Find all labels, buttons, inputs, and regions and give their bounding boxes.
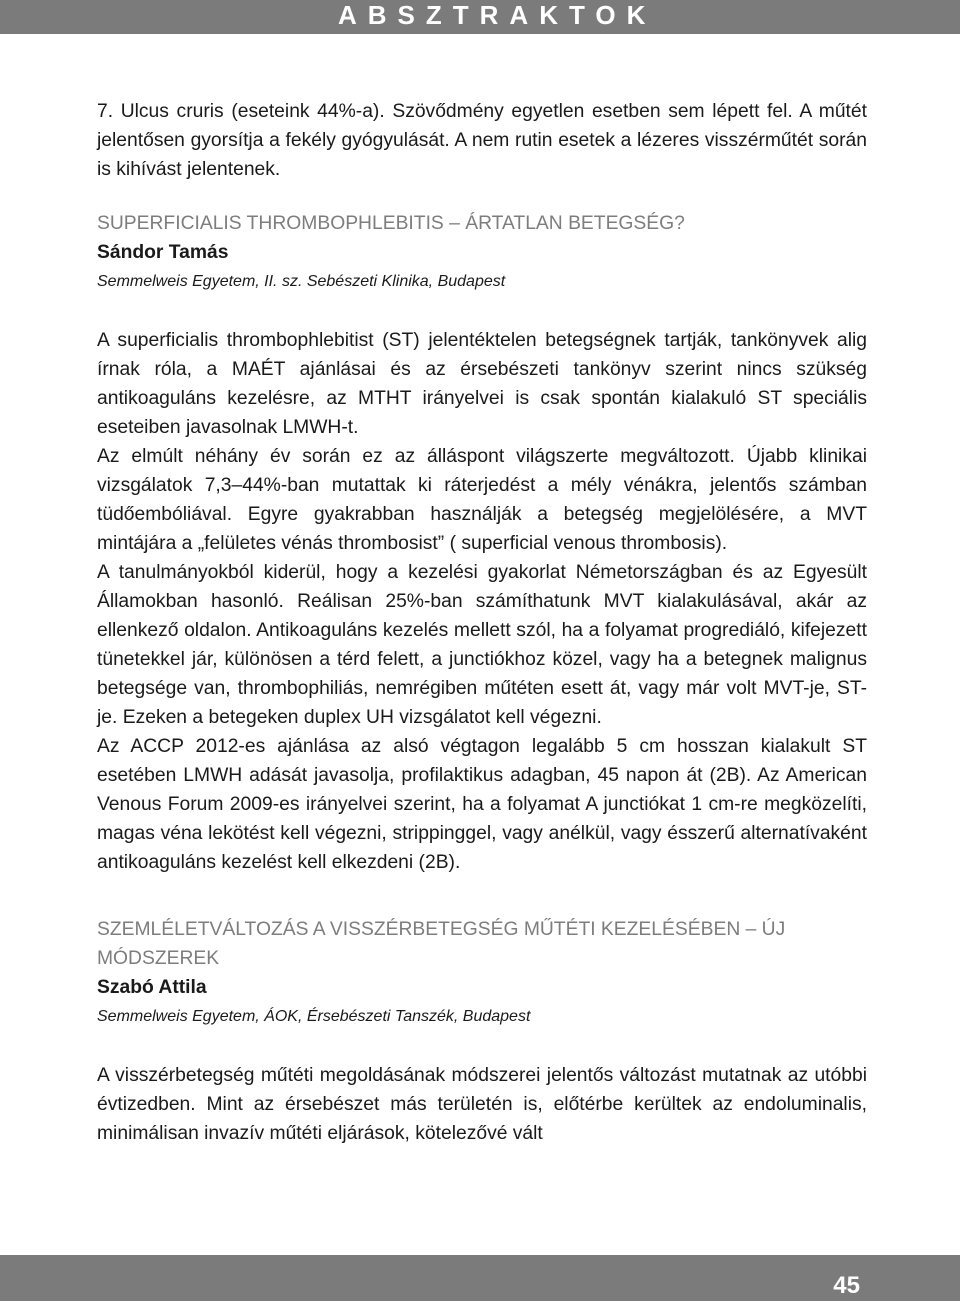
abstract-affiliation: Semmelweis Egyetem, ÁOK, Érsebészeti Tanszék, Budapest	[97, 1008, 531, 1025]
page-number: 45	[833, 1272, 860, 1299]
abstract-paragraph: Az elmúlt néhány év során ez az álláspont világszerte megváltozott. Újabb klinikai vizsgálatok 7,3–44%-ban mutattak ki ráterjedést a mély vénákra, jelentős számban tüdőembóliával. Egyre gyakrabban használják a betegség megjelölésére, a MVT mintájára a „felületes vénás thrombosist” ( superficial venous thrombosis).	[97, 446, 867, 554]
abstract-author: Sándor Tamás	[97, 242, 229, 263]
abstract-title: SZEMLÉLETVÁLTOZÁS A VISSZÉRBETEGSÉG MŰTÉTI KEZELÉSÉBEN – ÚJ MÓDSZEREK	[97, 919, 786, 969]
abstract-affiliation: Semmelweis Egyetem, II. sz. Sebészeti Klinika, Budapest	[97, 273, 506, 290]
abstract-paragraph: A superficialis thrombophlebitist (ST) jelentéktelen betegségnek tartják, tankönyvek alig írnak róla, a MAÉT ajánlásai és az érsebészeti tankönyv szerint nincs szükség antikoaguláns kezelésre, az MTHT irányelvei is csak spontán kialakuló ST speciális eseteiben javasolnak LMWH-t.	[97, 330, 867, 438]
abstract-paragraph: Az ACCP 2012-es ajánlása az alsó végtagon legalább 5 cm hosszan kialakult ST esetében LMWH adását javasolja, profilaktikus adagban, 45 napon át (2B). Az American Venous Forum 2009-es irányelvei szerint, ha a folyamat A junctiókat 1 cm-re megközelíti, magas véna lekötést kell végezni, strippinggel, vagy anélkül, vagy ésszerű alternatívaként antikoaguláns kezelést kell elkezdeni (2B).	[97, 736, 867, 873]
abstract-author: Szabó Attila	[97, 977, 207, 998]
page-content	[97, 97, 867, 1148]
intro-paragraph: 7. Ulcus cruris (eseteink 44%-a). Szövődmény egyetlen esetben sem lépett fel. A műtét jelentősen gyorsítja a fekély gyógyulását. A nem rutin esetek a lézeres visszérműtét során is kihívást jelentenek.	[97, 101, 867, 180]
header-bar	[0, 0, 960, 34]
abstract-paragraph: A visszérbetegség műtéti megoldásának módszerei jelentős változást mutatnak az utóbbi évtizedben. Mint az érsebészet más területén is, előtérbe kerültek az endoluminalis, minimálisan invazív műtéti eljárások, kötelezővé vált	[97, 1065, 867, 1144]
header-title: ABSZTRAKTOK	[338, 0, 657, 30]
abstract-paragraph: A tanulmányokból kiderül, hogy a kezelési gyakorlat Németországban és az Egyesült Államokban hasonló. Reálisan 25%-ban számíthatunk MVT kialakulásával, akár az ellenkező oldalon. Antikoaguláns kezelés mellett szól, ha a folyamat progrediáló, kifejezett tünetekkel jár, különösen a térd felett, a junctiókhoz közel, vagy ha a betegnek malignus betegsége van, thrombophiliás, nemrégiben műtéten esett át, vagy már volt MVT-je, ST-je. Ezeken a betegeken duplex UH vizsgálatot kell végezni.	[97, 562, 867, 728]
abstract-1	[97, 209, 867, 877]
abstract-title: SUPERFICIALIS THROMBOPHLEBITIS – ÁRTATLAN BETEGSÉG?	[97, 213, 685, 234]
abstract-2	[97, 915, 867, 1148]
footer-bar	[0, 1255, 960, 1301]
